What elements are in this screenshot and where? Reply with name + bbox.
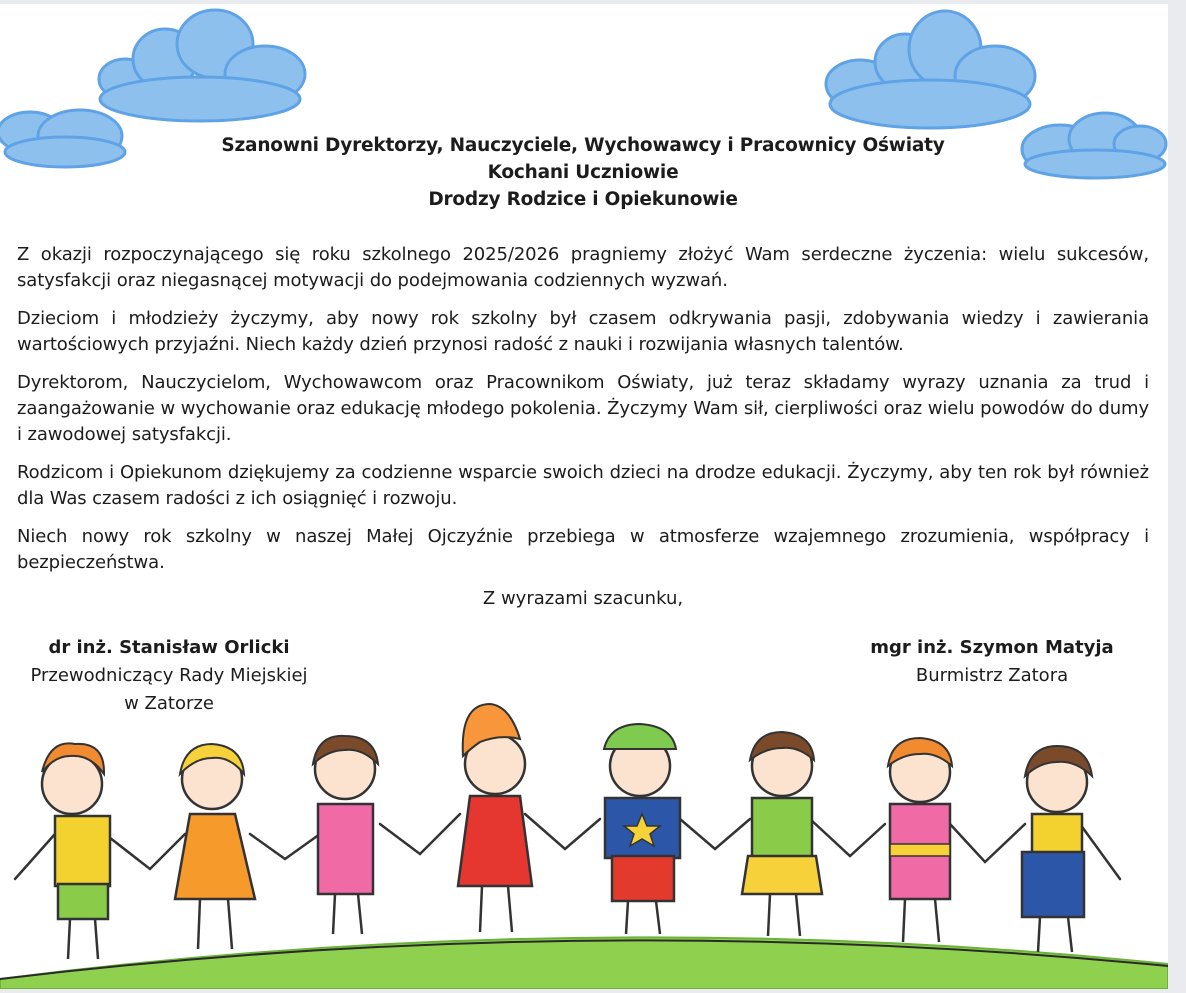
child-figure [742,732,822,936]
cloud-icon [99,10,305,121]
paragraph: Rodzicom i Opiekunom dziękujemy za codzienne wsparcie swoich dzieci na drodze edukacji. Życzymy, aby ten rok był również dla Was czasem radości z ich osiągnięć i rozwoju. [17,462,1149,509]
child-figure [1022,746,1092,952]
child-figure [313,736,378,934]
child-figure [458,704,532,932]
paragraph: Dyrektorom, Nauczycielom, Wychowawcom oraz Pracownikom Oświaty, już teraz składamy wyrazy uznania za trud i zaangażowanie w wychowanie oraz edukację młodego pokolenia. Życzymy Wam sił, cierpliwości oraz wielu powodów do dumy i zawodowej satysfakcji. [17,372,1149,445]
child-figure [888,738,952,942]
signatory-role: Przewodniczący Rady Miejskiej [30,665,308,686]
greeting-line: Szanowni Dyrektorzy, Nauczyciele, Wychowawcy i Pracownicy Oświaty [221,135,945,156]
cloud-icon [826,11,1035,128]
paragraph: Niech nowy rok szkolny w naszej Małej Ojczyźnie przebiega w atmosferze wzajemnego zrozumienia, współpracy i bezpieczeństwa. [17,526,1149,573]
paragraph: Z okazji rozpoczynającego się roku szkolnego 2025/2026 pragniemy złożyć Wam serdeczne życzenia: wielu sukcesów, satysfakcji oraz niegasnącej motywacji do podejmowania codziennych wyzwań. [17,244,1149,291]
closing-line: Z wyrazami szacunku, [482,588,684,609]
greeting-line: Drodzy Rodzice i Opiekunowie [428,189,738,210]
letter-page [0,4,1168,989]
greeting-line: Kochani Uczniowie [487,162,679,183]
child-figure [604,724,680,934]
signatory-role: w Zatorze [124,693,214,714]
signatory-name: dr inż. Stanisław Orlicki [48,637,290,658]
paragraph: Dzieciom i młodzieży życzymy, aby nowy rok szkolny był czasem odkrywania pasji, zdobywania wiedzy i zawierania wartościowych przyjaźni. Niech każdy dzień przynosi radość z nauki i rozwijania własnych talentów. [17,308,1149,355]
children-holding-hands-icon [0,694,1168,989]
greeting-block [0,132,1166,213]
signatory-name: mgr inż. Szymon Matyja [870,637,1114,658]
letter-body [17,242,1149,588]
child-figure [175,744,255,949]
signature-right [842,634,1142,690]
scrollbar[interactable] [1168,0,1186,993]
child-figure [42,743,110,959]
signatory-role: Burmistrz Zatora [915,665,1069,686]
